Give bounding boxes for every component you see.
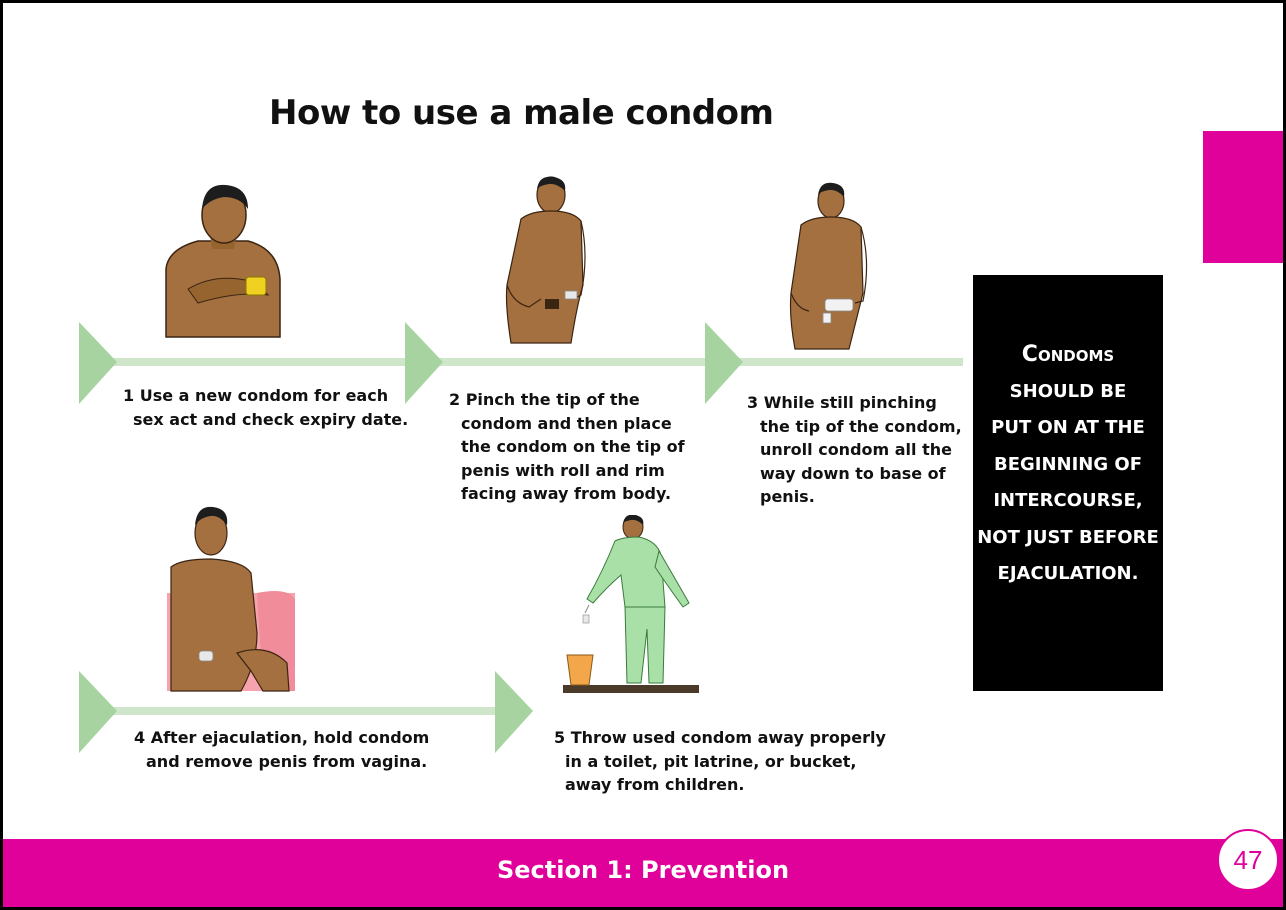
- callout-line-4: BEGINNING OF: [993, 453, 1143, 475]
- section-label: Section 1: Prevention: [496, 856, 790, 884]
- step-5-line-2: in a toilet, pit latrine, or bucket,: [565, 751, 857, 771]
- step-1-line-2: sex act and check expiry date.: [133, 409, 409, 429]
- step-5-line-3: away from children.: [565, 775, 745, 794]
- step-3-line-2: the tip of the condom,: [760, 416, 962, 436]
- page-number: 47: [1217, 829, 1279, 891]
- callout-line-6: NOT JUST BEFORE: [977, 526, 1159, 548]
- arrowhead-5: [495, 671, 533, 753]
- callout-line-5: INTERCOURSE,: [993, 490, 1143, 511]
- step-1-line-1: 1 Use a new condom for each: [123, 386, 389, 405]
- step-1-text: [123, 384, 408, 431]
- step-3-line-4: way down to base of: [760, 463, 946, 483]
- step-2-line-3: the condom on the tip of: [461, 437, 685, 456]
- callout-line-2: SHOULD BE: [1009, 380, 1127, 402]
- arrowhead-2: [405, 322, 443, 404]
- callout-box: [973, 275, 1163, 691]
- step-3-line-5: penis.: [760, 487, 815, 506]
- step-2-line-1: 2 Pinch the tip of the: [449, 390, 640, 409]
- step-4-line-1: 4 After ejaculation, hold condom: [134, 728, 430, 747]
- man-pinching-condom-illustration: [501, 175, 591, 345]
- step-3-line-3: unroll condom all the: [760, 440, 952, 459]
- callout-line-3: PUT ON AT THE: [991, 417, 1145, 438]
- step-5-text: [554, 726, 886, 797]
- step-4-line-2: and remove penis from vagina.: [146, 751, 428, 771]
- step-2-line-4: penis with roll and rim: [461, 460, 665, 480]
- flow-line-bottom: [83, 707, 503, 715]
- step-2-line-5: facing away from body.: [461, 484, 672, 503]
- step-4-text: [134, 726, 429, 773]
- arrowhead-1: [79, 322, 117, 404]
- step-3-text: [747, 391, 962, 509]
- page-title: How to use a male condom: [269, 93, 774, 133]
- step-2-text: [449, 388, 685, 506]
- man-holding-condom-illustration: [158, 179, 288, 339]
- man-unrolling-condom-illustration: [783, 181, 873, 351]
- man-disposing-condom-illustration: [563, 515, 703, 695]
- step-5-line-1: 5 Throw used condom away properly: [554, 728, 886, 747]
- man-removing-condom-illustration: [167, 503, 297, 693]
- step-3-line-1: 3 While still pinching: [747, 393, 937, 412]
- callout-line-1: Condoms: [1021, 342, 1115, 367]
- flow-line-top: [83, 358, 963, 366]
- arrowhead-4: [79, 671, 117, 753]
- arrowhead-3: [705, 322, 743, 404]
- callout-line-7: EJACULATION.: [997, 563, 1139, 584]
- step-2-line-2: condom and then place: [461, 413, 672, 433]
